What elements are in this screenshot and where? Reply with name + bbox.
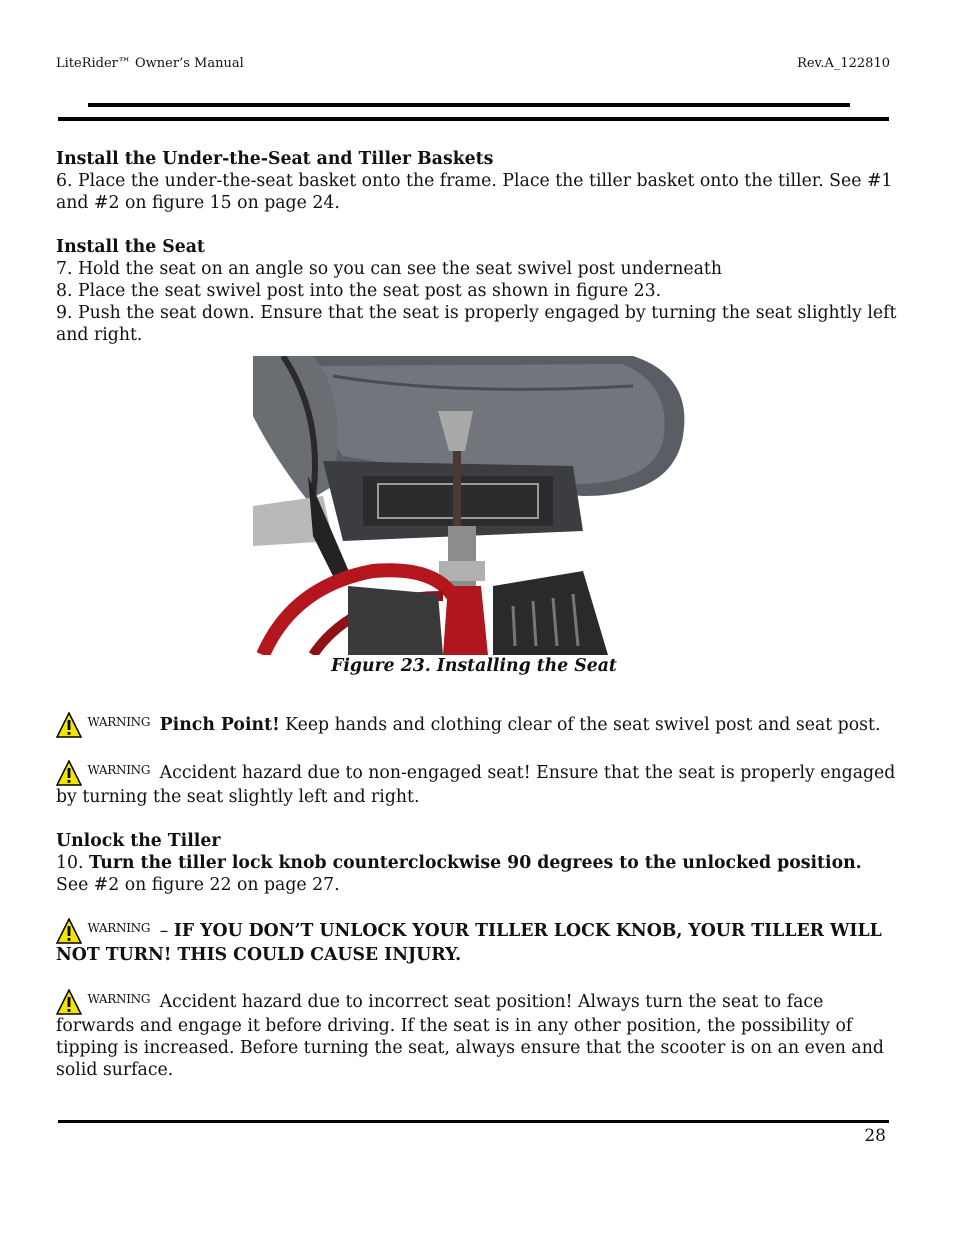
warning-icon xyxy=(56,917,150,944)
revision-label: Rev.A_122810 xyxy=(797,56,890,71)
tiller-warning-dash: – xyxy=(154,921,174,941)
seat-position-text: Accident hazard due to incorrect seat position! Always turn the seat to face forwards and engage it before driving. If the seat is in any other position, the possibility of tipping is increased. Before turning the seat, always ensure that the scooter is on an even and solid surface. xyxy=(56,992,884,1080)
manual-title: LiteRider™ Owner’s Manual xyxy=(56,56,244,71)
warning-label: WARNING xyxy=(87,992,151,1006)
seat-heading: Install the Seat xyxy=(56,237,205,257)
pinch-point-text: Keep hands and clothing clear of the seat swivel post and seat post. xyxy=(279,715,881,735)
page-body xyxy=(56,148,898,1081)
warning-label: WARNING xyxy=(87,763,151,777)
header-rule-upper xyxy=(88,103,850,107)
warning-icon xyxy=(56,988,150,1015)
warning-tiller-lock xyxy=(56,917,898,966)
warning-icon xyxy=(56,711,150,738)
warning-non-engaged-seat xyxy=(56,759,898,808)
step-9: 9. Push the seat down. Ensure that the seat is properly engaged by turning the seat slightly left and right. xyxy=(56,303,897,345)
step-10 xyxy=(56,852,898,874)
warning-label: WARNING xyxy=(87,921,151,935)
step-7: 7. Hold the seat on an angle so you can see the seat swivel post underneath xyxy=(56,259,722,279)
figure-caption: Figure 23. Installing the Seat xyxy=(331,656,617,676)
step-10-instruction: Turn the tiller lock knob counterclockwise 90 degrees to the unlocked position. xyxy=(88,853,862,873)
footer-rule xyxy=(58,1120,889,1123)
non-engaged-seat-text: Accident hazard due to non-engaged seat! Ensure that the seat is properly engaged by turning the seat slightly left and right. xyxy=(56,763,896,807)
step-8: 8. Place the seat swivel post into the seat post as shown in figure 23. xyxy=(56,281,662,301)
baskets-heading: Install the Under-the-Seat and Tiller Baskets xyxy=(56,149,494,169)
warning-seat-position xyxy=(56,988,898,1081)
step-10-number: 10. xyxy=(56,853,89,873)
warning-pinch-point xyxy=(56,711,898,738)
page-number: 28 xyxy=(864,1126,886,1146)
tiller-heading: Unlock the Tiller xyxy=(56,831,221,851)
warning-icon xyxy=(56,759,150,786)
step-6: 6. Place the under-the-seat basket onto the frame. Place the tiller basket onto the tiller. See #1 and #2 on figure 15 on page 24. xyxy=(56,171,893,213)
pinch-point-title: Pinch Point! xyxy=(159,715,280,735)
tiller-warning-text: IF YOU DON’T UNLOCK YOUR TILLER LOCK KNOB, YOUR TILLER WILL NOT TURN! THIS COULD CAUSE INJURY. xyxy=(56,921,882,965)
seat-installation-photo xyxy=(253,356,687,655)
step-10-reference: See #2 on figure 22 on page 27. xyxy=(56,875,340,895)
warning-label: WARNING xyxy=(87,715,151,729)
header-rule-lower xyxy=(58,117,889,121)
